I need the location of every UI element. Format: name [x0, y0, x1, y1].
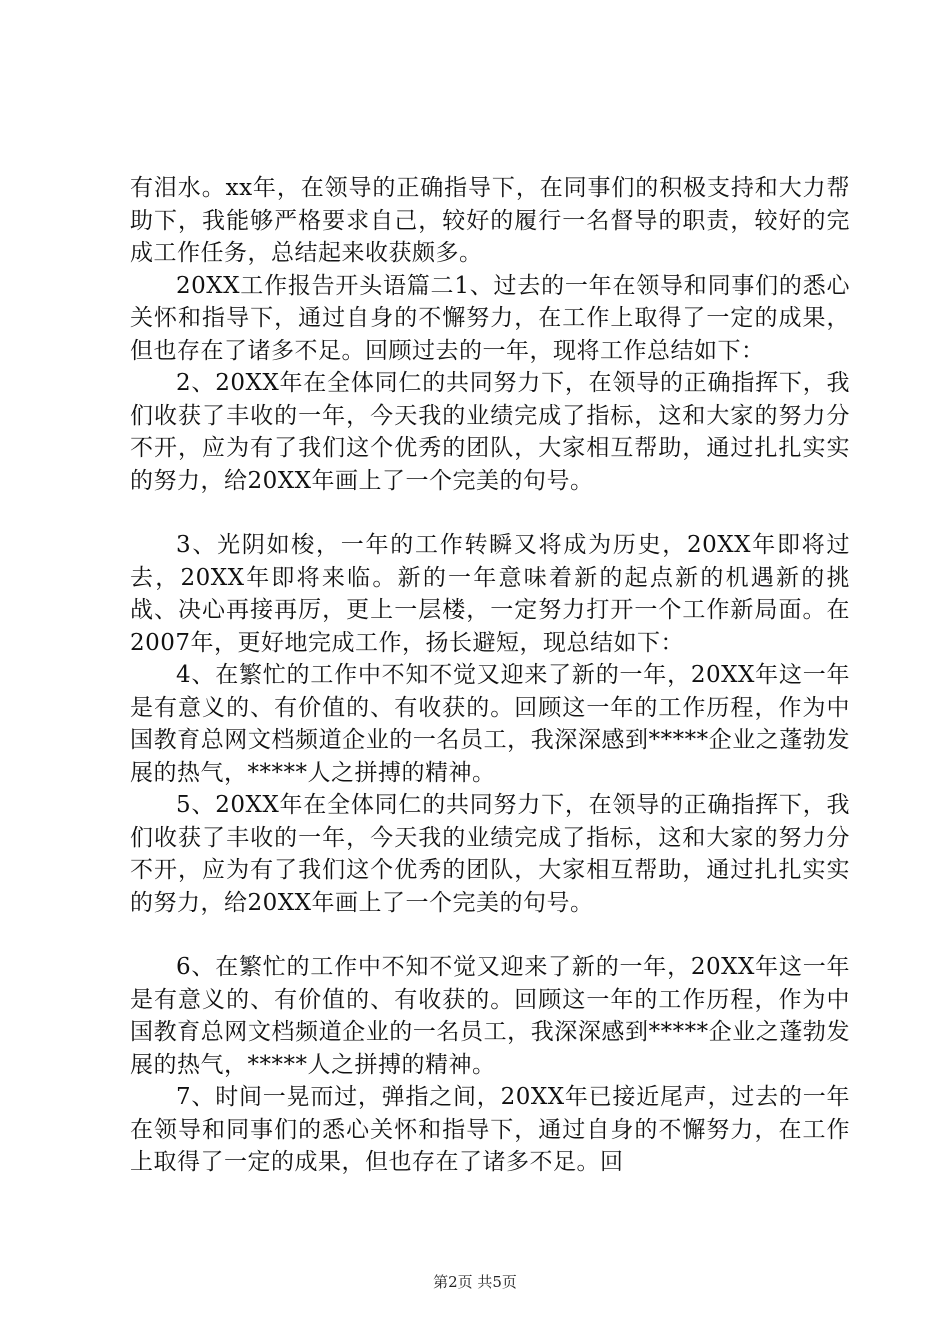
document-body	[130, 172, 850, 1179]
paragraph: 4、在繁忙的工作中不知不觉又迎来了新的一年，20XX年这一年是有意义的、有价值的、有收获的。回顾这一年的工作历程，作为中国教育总网文档频道企业的一名员工，我深深感到*****企业之蓬勃发展的热气，*****人之拼搏的精神。	[130, 662, 850, 786]
paragraph: 5、20XX年在全体同仁的共同努力下，在领导的正确指挥下，我们收获了丰收的一年，今天我的业绩完成了指标，这和大家的努力分不开，应为有了我们这个优秀的团队，大家相互帮助，通过扎扎实实的努力，给20XX年画上了一个完美的句号。	[130, 792, 850, 916]
page-number-footer: 第2页 共5页	[433, 1273, 517, 1291]
paragraph: 7、时间一晃而过，弹指之间，20XX年已接近尾声，过去的一年在领导和同事们的悉心关怀和指导下，通过自身的不懈努力，在工作上取得了一定的成果，但也存在了诸多不足。回	[130, 1084, 850, 1175]
paragraph: 2、20XX年在全体同仁的共同努力下，在领导的正确指挥下，我们收获了丰收的一年，今天我的业绩完成了指标，这和大家的努力分不开，应为有了我们这个优秀的团队，大家相互帮助，通过扎扎实实的努力，给20XX年画上了一个完美的句号。	[130, 370, 850, 494]
paragraph: 3、光阴如梭，一年的工作转瞬又将成为历史，20XX年即将过去，20XX年即将来临。新的一年意味着新的起点新的机遇新的挑战、决心再接再厉，更上一层楼，一定努力打开一个工作新局面。在2007年，更好地完成工作，扬长避短，现总结如下：	[130, 532, 850, 656]
paragraph: 20XX工作报告开头语篇二1、过去的一年在领导和同事们的悉心关怀和指导下，通过自身的不懈努力，在工作上取得了一定的成果，但也存在了诸多不足。回顾过去的一年，现将工作总结如下：	[130, 272, 850, 364]
paragraph: 6、在繁忙的工作中不知不觉又迎来了新的一年，20XX年这一年是有意义的、有价值的、有收获的。回顾这一年的工作历程，作为中国教育总网文档频道企业的一名员工，我深深感到*****企业之蓬勃发展的热气，*****人之拼搏的精神。	[130, 954, 850, 1078]
paragraph: 有泪水。xx年，在领导的正确指导下，在同事们的积极支持和大力帮助下，我能够严格要求自己，较好的履行一名督导的职责，较好的完成工作任务，总结起来收获颇多。	[130, 175, 850, 266]
